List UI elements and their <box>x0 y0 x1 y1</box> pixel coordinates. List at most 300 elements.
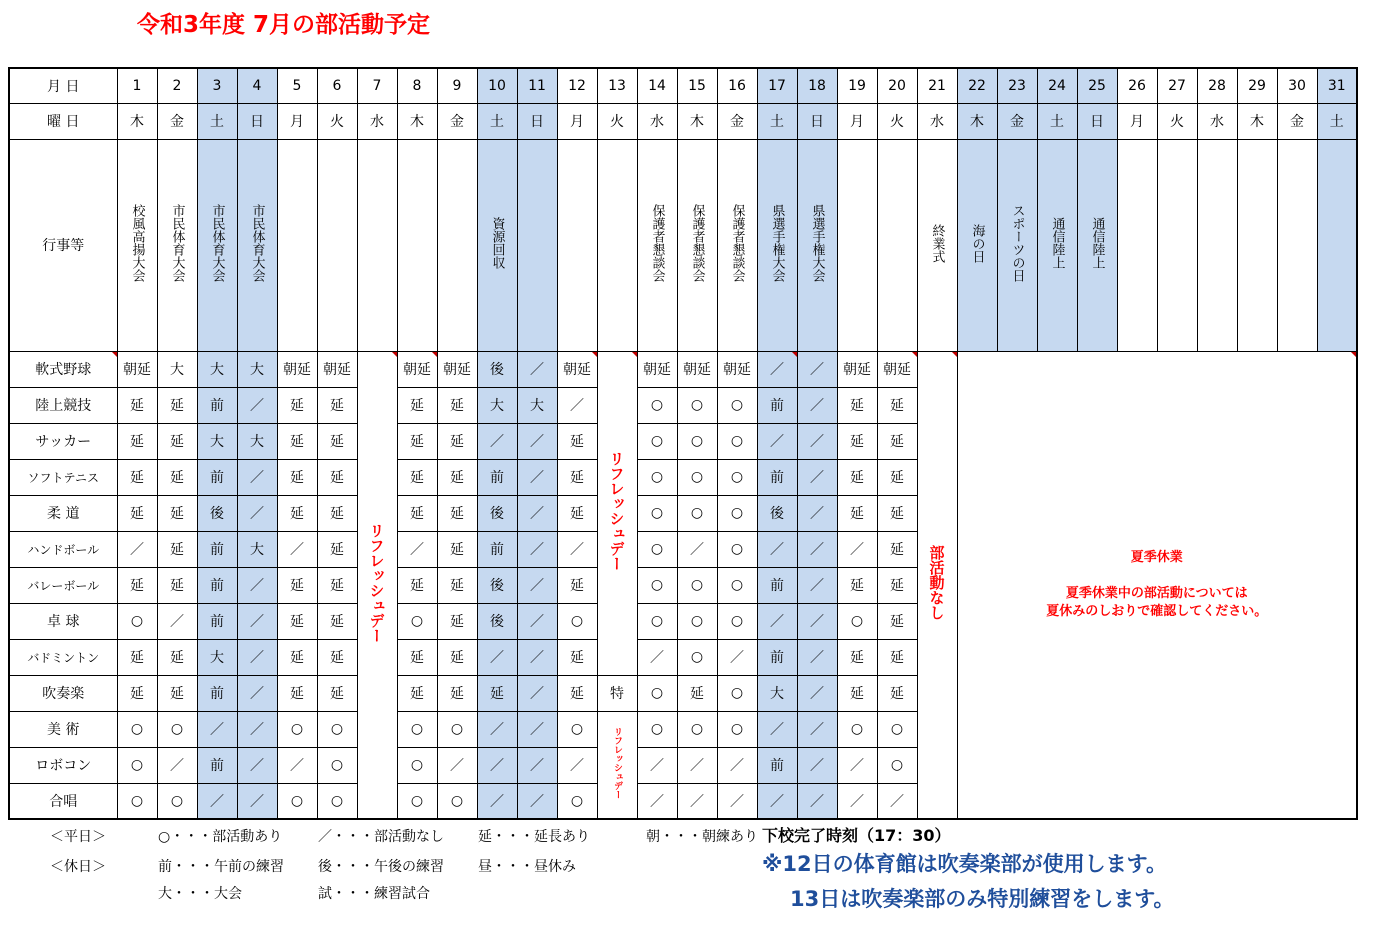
day-number: 21 <box>917 68 957 103</box>
activity-cell: ／ <box>517 675 557 711</box>
activity-cell: ○ <box>717 567 757 603</box>
activity-cell: 後 <box>477 495 517 531</box>
activity-cell: 延 <box>557 567 597 603</box>
activity-cell: 延 <box>277 387 317 423</box>
club-name: ロボコン <box>9 747 117 783</box>
day-number: 17 <box>757 68 797 103</box>
no-activity-cell <box>917 351 957 819</box>
club-name: 吹奏楽 <box>9 675 117 711</box>
day-number: 3 <box>197 68 237 103</box>
activity-cell: 前 <box>757 387 797 423</box>
activity-cell: ○ <box>837 603 877 639</box>
activity-cell: ／ <box>517 603 557 639</box>
activity-cell: 延 <box>397 495 437 531</box>
activity-cell: ／ <box>757 783 797 819</box>
event-cell <box>637 139 677 351</box>
weekday-cell: 土 <box>477 103 517 139</box>
activity-cell: ○ <box>677 495 717 531</box>
day-number: 20 <box>877 68 917 103</box>
event-text: 通信陸上 <box>1089 217 1105 269</box>
activity-cell: ／ <box>517 351 557 387</box>
activity-cell: ／ <box>717 639 757 675</box>
activity-cell: 後 <box>477 603 517 639</box>
weekday-cell: 火 <box>877 103 917 139</box>
event-cell <box>357 139 397 351</box>
activity-cell: ○ <box>277 783 317 819</box>
event-cell <box>477 139 517 351</box>
activity-cell: ／ <box>837 747 877 783</box>
club-name: 陸上競技 <box>9 387 117 423</box>
day-number: 13 <box>597 68 637 103</box>
activity-cell: ／ <box>797 423 837 459</box>
schedule-table <box>8 67 1358 820</box>
activity-cell: ／ <box>157 603 197 639</box>
refresh-day-text: リフレッシュデー <box>607 451 626 571</box>
activity-cell: ／ <box>797 531 837 567</box>
activity-cell: 大 <box>197 351 237 387</box>
activity-cell: ○ <box>637 567 677 603</box>
activity-cell: ／ <box>717 783 757 819</box>
activity-cell: ／ <box>237 639 277 675</box>
activity-cell: ／ <box>517 747 557 783</box>
legend-morning: 朝・・・朝練あり <box>646 829 758 845</box>
day-number: 1 <box>117 68 157 103</box>
event-cell <box>277 139 317 351</box>
activity-cell: ○ <box>397 747 437 783</box>
activity-cell: ／ <box>757 711 797 747</box>
page-title: 令和3年度 7月の部活動予定 <box>137 12 431 38</box>
legend-holiday-label: ＜休日＞ <box>50 859 106 875</box>
no-activity-text: 部活動なし <box>927 545 946 621</box>
weekday-cell: 木 <box>117 103 157 139</box>
activity-cell: 延 <box>557 495 597 531</box>
activity-cell: ／ <box>757 531 797 567</box>
activity-cell: 延 <box>837 675 877 711</box>
event-cell <box>797 139 837 351</box>
event-text: 資源回収 <box>489 217 505 269</box>
activity-cell: 延 <box>317 531 357 567</box>
legend-afternoon-practice: 後・・・午後の練習 <box>318 859 444 875</box>
activity-cell: 延 <box>277 639 317 675</box>
activity-cell: ／ <box>797 711 837 747</box>
weekday-cell: 月 <box>277 103 317 139</box>
activity-cell: ／ <box>477 783 517 819</box>
refresh-day-cell <box>357 351 397 819</box>
activity-cell: 延 <box>277 675 317 711</box>
activity-cell: 延 <box>157 387 197 423</box>
weekday-cell: 金 <box>157 103 197 139</box>
weekday-cell: 火 <box>317 103 357 139</box>
club-name: バレーボール <box>9 567 117 603</box>
weekday-cell: 土 <box>757 103 797 139</box>
activity-cell: 延 <box>397 459 437 495</box>
event-cell <box>917 139 957 351</box>
activity-cell: ○ <box>637 387 677 423</box>
activity-cell: ○ <box>117 711 157 747</box>
activity-cell: ／ <box>797 459 837 495</box>
activity-cell: ／ <box>757 603 797 639</box>
event-cell <box>597 139 637 351</box>
activity-cell: 延 <box>397 387 437 423</box>
activity-cell: ／ <box>517 423 557 459</box>
activity-cell: ／ <box>237 603 277 639</box>
activity-cell: 延 <box>157 675 197 711</box>
activity-cell: ／ <box>117 531 157 567</box>
activity-cell: ○ <box>317 783 357 819</box>
activity-cell: ○ <box>557 711 597 747</box>
day-number: 18 <box>797 68 837 103</box>
activity-cell: ／ <box>797 675 837 711</box>
activity-cell: 大 <box>197 639 237 675</box>
legend-extension: 延・・・延長あり <box>478 829 590 845</box>
activity-cell: 延 <box>837 567 877 603</box>
event-cell <box>157 139 197 351</box>
activity-cell: 朝延 <box>837 351 877 387</box>
activity-cell: 延 <box>117 675 157 711</box>
activity-cell: 延 <box>437 603 477 639</box>
activity-cell: ／ <box>157 747 197 783</box>
activity-cell: 延 <box>277 603 317 639</box>
activity-cell: ○ <box>637 603 677 639</box>
event-cell <box>837 139 877 351</box>
refresh-day-cell <box>597 351 637 675</box>
activity-cell: 延 <box>877 531 917 567</box>
activity-cell: ○ <box>317 747 357 783</box>
weekday-cell: 金 <box>437 103 477 139</box>
club-name: 軟式野球 <box>9 351 117 387</box>
weekday-cell: 金 <box>1277 103 1317 139</box>
activity-cell: ○ <box>317 711 357 747</box>
activity-cell: 朝延 <box>717 351 757 387</box>
activity-cell: ／ <box>437 747 477 783</box>
activity-cell: 朝延 <box>437 351 477 387</box>
event-text: 終業式 <box>929 223 945 263</box>
weekday-cell: 水 <box>357 103 397 139</box>
weekday-cell: 水 <box>1197 103 1237 139</box>
activity-cell: ○ <box>397 603 437 639</box>
activity-cell: 前 <box>197 747 237 783</box>
activity-cell: 大 <box>157 351 197 387</box>
event-cell <box>677 139 717 351</box>
activity-cell: 延 <box>277 495 317 531</box>
day-number: 19 <box>837 68 877 103</box>
summer-vacation-cell <box>957 351 1357 819</box>
note-line-2: 13日は吹奏楽部のみ特別練習をします。 <box>790 887 1175 911</box>
activity-cell: ／ <box>717 747 757 783</box>
activity-cell: 延 <box>437 639 477 675</box>
activity-cell: ○ <box>717 711 757 747</box>
day-number: 28 <box>1197 68 1237 103</box>
vacation-title: 夏季休業 <box>1130 549 1183 565</box>
activity-cell: 前 <box>757 747 797 783</box>
activity-cell: 延 <box>477 675 517 711</box>
activity-cell: ／ <box>637 783 677 819</box>
event-cell <box>877 139 917 351</box>
event-cell <box>1117 139 1157 351</box>
activity-cell: 延 <box>437 495 477 531</box>
day-number: 8 <box>397 68 437 103</box>
activity-cell: 延 <box>437 387 477 423</box>
day-number: 30 <box>1277 68 1317 103</box>
activity-cell: ／ <box>797 783 837 819</box>
activity-cell: ○ <box>157 711 197 747</box>
legend-tournament: 大・・・大会 <box>158 886 242 902</box>
activity-cell: ○ <box>717 495 757 531</box>
activity-cell: ／ <box>477 639 517 675</box>
activity-cell: 延 <box>837 495 877 531</box>
activity-cell: 延 <box>397 423 437 459</box>
activity-cell: ／ <box>517 711 557 747</box>
club-name: 合唱 <box>9 783 117 819</box>
activity-cell: ／ <box>477 747 517 783</box>
activity-cell: 朝延 <box>117 351 157 387</box>
activity-cell: 延 <box>317 387 357 423</box>
activity-cell: ／ <box>797 603 837 639</box>
activity-cell: 延 <box>117 387 157 423</box>
weekday-cell: 日 <box>237 103 277 139</box>
activity-cell: 延 <box>437 675 477 711</box>
weekday-cell: 日 <box>517 103 557 139</box>
activity-cell: 延 <box>437 531 477 567</box>
activity-cell: ／ <box>837 783 877 819</box>
activity-cell: 延 <box>117 459 157 495</box>
activity-cell: ／ <box>557 531 597 567</box>
activity-cell: 延 <box>837 639 877 675</box>
day-number: 29 <box>1237 68 1277 103</box>
activity-cell: ／ <box>517 639 557 675</box>
activity-cell: 延 <box>437 423 477 459</box>
legend-weekday-label: ＜平日＞ <box>50 829 106 845</box>
legend-morning-practice: 前・・・午前の練習 <box>158 859 284 875</box>
activity-cell: 延 <box>277 459 317 495</box>
activity-cell: ○ <box>837 711 877 747</box>
event-text: 市民体育大会 <box>169 204 185 282</box>
activity-cell: 前 <box>757 567 797 603</box>
activity-cell: ／ <box>677 747 717 783</box>
activity-cell: ／ <box>237 783 277 819</box>
activity-cell: ○ <box>397 711 437 747</box>
vacation-line-1: 夏季休業中の部活動については <box>1065 585 1248 601</box>
day-number: 14 <box>637 68 677 103</box>
activity-cell: 朝延 <box>557 351 597 387</box>
event-text: スポーツの日 <box>1009 204 1025 282</box>
activity-cell: 延 <box>277 423 317 459</box>
activity-cell: 後 <box>757 495 797 531</box>
activity-cell: 延 <box>557 423 597 459</box>
activity-cell: 延 <box>837 387 877 423</box>
activity-cell: 前 <box>477 531 517 567</box>
club-name: ハンドボール <box>9 531 117 567</box>
day-number: 4 <box>237 68 277 103</box>
activity-cell: ○ <box>677 711 717 747</box>
weekday-cell: 木 <box>1237 103 1277 139</box>
activity-cell: ○ <box>717 675 757 711</box>
note-line-1: ※12日の体育館は吹奏楽部が使用します。 <box>762 852 1167 876</box>
refresh-small-text: リフレッシュデー <box>612 726 622 799</box>
activity-cell: ○ <box>117 783 157 819</box>
club-name: 柔 道 <box>9 495 117 531</box>
day-number: 10 <box>477 68 517 103</box>
activity-cell: ／ <box>237 711 277 747</box>
activity-cell: ○ <box>677 387 717 423</box>
activity-cell: 朝延 <box>637 351 677 387</box>
activity-cell: 前 <box>197 603 237 639</box>
activity-cell: ／ <box>797 351 837 387</box>
day-number: 5 <box>277 68 317 103</box>
activity-cell: ／ <box>557 387 597 423</box>
activity-cell: 大 <box>237 531 277 567</box>
activity-cell: 延 <box>397 567 437 603</box>
activity-cell: 大 <box>757 675 797 711</box>
activity-cell: ／ <box>797 747 837 783</box>
weekday-cell: 木 <box>397 103 437 139</box>
weekday-cell: 金 <box>997 103 1037 139</box>
event-cell <box>1077 139 1117 351</box>
event-text: 海の日 <box>969 223 985 263</box>
activity-cell: ○ <box>677 639 717 675</box>
event-text: 市民体育大会 <box>209 204 225 282</box>
activity-cell: 延 <box>557 675 597 711</box>
activity-cell: ／ <box>517 567 557 603</box>
activity-cell: ／ <box>757 423 797 459</box>
summer-vacation-text <box>958 549 1357 621</box>
club-name: バドミントン <box>9 639 117 675</box>
activity-cell: ／ <box>637 747 677 783</box>
event-cell <box>757 139 797 351</box>
event-text: 通信陸上 <box>1049 217 1065 269</box>
activity-cell: 延 <box>437 459 477 495</box>
activity-cell: ○ <box>717 459 757 495</box>
event-cell <box>517 139 557 351</box>
day-number: 12 <box>557 68 597 103</box>
activity-cell: 延 <box>557 639 597 675</box>
weekday-cell: 月 <box>837 103 877 139</box>
activity-cell: 朝延 <box>677 351 717 387</box>
activity-cell: 延 <box>837 459 877 495</box>
event-header-label: 行事等 <box>9 139 117 351</box>
activity-cell: 延 <box>157 423 197 459</box>
event-cell <box>957 139 997 351</box>
club-name: 卓 球 <box>9 603 117 639</box>
event-cell <box>317 139 357 351</box>
day-number: 26 <box>1117 68 1157 103</box>
day-number: 24 <box>1037 68 1077 103</box>
activity-cell: ○ <box>637 459 677 495</box>
legend-club-active: ○・・・部活動あり <box>158 829 283 845</box>
weekday-cell: 水 <box>637 103 677 139</box>
activity-cell: 延 <box>277 567 317 603</box>
activity-cell: 前 <box>197 387 237 423</box>
activity-cell: 延 <box>837 423 877 459</box>
activity-cell: ○ <box>677 459 717 495</box>
activity-cell: ○ <box>637 423 677 459</box>
day-number: 16 <box>717 68 757 103</box>
activity-cell: ○ <box>717 531 757 567</box>
activity-cell: ／ <box>517 459 557 495</box>
day-number: 23 <box>997 68 1037 103</box>
activity-cell: 延 <box>157 531 197 567</box>
activity-cell: 延 <box>877 603 917 639</box>
refresh-day-text: リフレッシュデー <box>367 522 386 643</box>
activity-cell: 延 <box>877 567 917 603</box>
activity-cell: 前 <box>757 459 797 495</box>
activity-cell: 前 <box>197 459 237 495</box>
activity-cell: ／ <box>237 387 277 423</box>
activity-cell: ○ <box>637 711 677 747</box>
weekday-cell: 金 <box>717 103 757 139</box>
day-number: 6 <box>317 68 357 103</box>
activity-cell: ／ <box>677 783 717 819</box>
weekday-cell: 土 <box>197 103 237 139</box>
activity-cell: ／ <box>517 783 557 819</box>
event-cell <box>717 139 757 351</box>
activity-cell: 延 <box>317 639 357 675</box>
activity-cell: 前 <box>757 639 797 675</box>
activity-cell: ／ <box>797 495 837 531</box>
activity-cell: ○ <box>557 603 597 639</box>
activity-cell: ／ <box>197 711 237 747</box>
activity-cell: 延 <box>877 639 917 675</box>
activity-cell: ○ <box>877 711 917 747</box>
activity-cell: ／ <box>637 639 677 675</box>
activity-cell: 延 <box>157 639 197 675</box>
activity-cell: ／ <box>237 747 277 783</box>
weekday-cell: 火 <box>1157 103 1197 139</box>
activity-cell: ／ <box>277 747 317 783</box>
activity-cell: 延 <box>157 567 197 603</box>
activity-cell: 延 <box>677 675 717 711</box>
activity-cell: 大 <box>197 423 237 459</box>
event-text: 保護者懇談会 <box>729 204 745 282</box>
activity-cell: 大 <box>237 351 277 387</box>
event-cell <box>1197 139 1237 351</box>
activity-cell: 延 <box>117 567 157 603</box>
activity-cell: 前 <box>477 459 517 495</box>
activity-cell: ○ <box>397 783 437 819</box>
activity-cell: ○ <box>677 423 717 459</box>
activity-cell: 延 <box>437 567 477 603</box>
day-number: 2 <box>157 68 197 103</box>
activity-cell: 後 <box>477 567 517 603</box>
activity-cell: ／ <box>517 495 557 531</box>
activity-cell: ○ <box>277 711 317 747</box>
day-number: 7 <box>357 68 397 103</box>
activity-cell: ○ <box>117 603 157 639</box>
activity-cell: ／ <box>477 423 517 459</box>
event-cell <box>117 139 157 351</box>
activity-cell: 延 <box>557 459 597 495</box>
event-cell <box>397 139 437 351</box>
special-practice-cell: 特 <box>597 675 637 711</box>
activity-cell: 朝延 <box>397 351 437 387</box>
activity-cell: ○ <box>157 783 197 819</box>
activity-cell: ○ <box>717 603 757 639</box>
activity-cell: 大 <box>477 387 517 423</box>
weekday-cell: 火 <box>597 103 637 139</box>
event-cell <box>197 139 237 351</box>
activity-cell: ／ <box>517 531 557 567</box>
activity-cell: ／ <box>237 675 277 711</box>
activity-cell: ○ <box>637 495 677 531</box>
activity-cell: 延 <box>317 495 357 531</box>
activity-cell: 大 <box>517 387 557 423</box>
activity-cell: ○ <box>437 783 477 819</box>
activity-cell: 延 <box>317 603 357 639</box>
activity-cell: 延 <box>877 495 917 531</box>
event-text: 保護者懇談会 <box>649 204 665 282</box>
activity-cell: ／ <box>397 531 437 567</box>
activity-cell: 延 <box>117 495 157 531</box>
